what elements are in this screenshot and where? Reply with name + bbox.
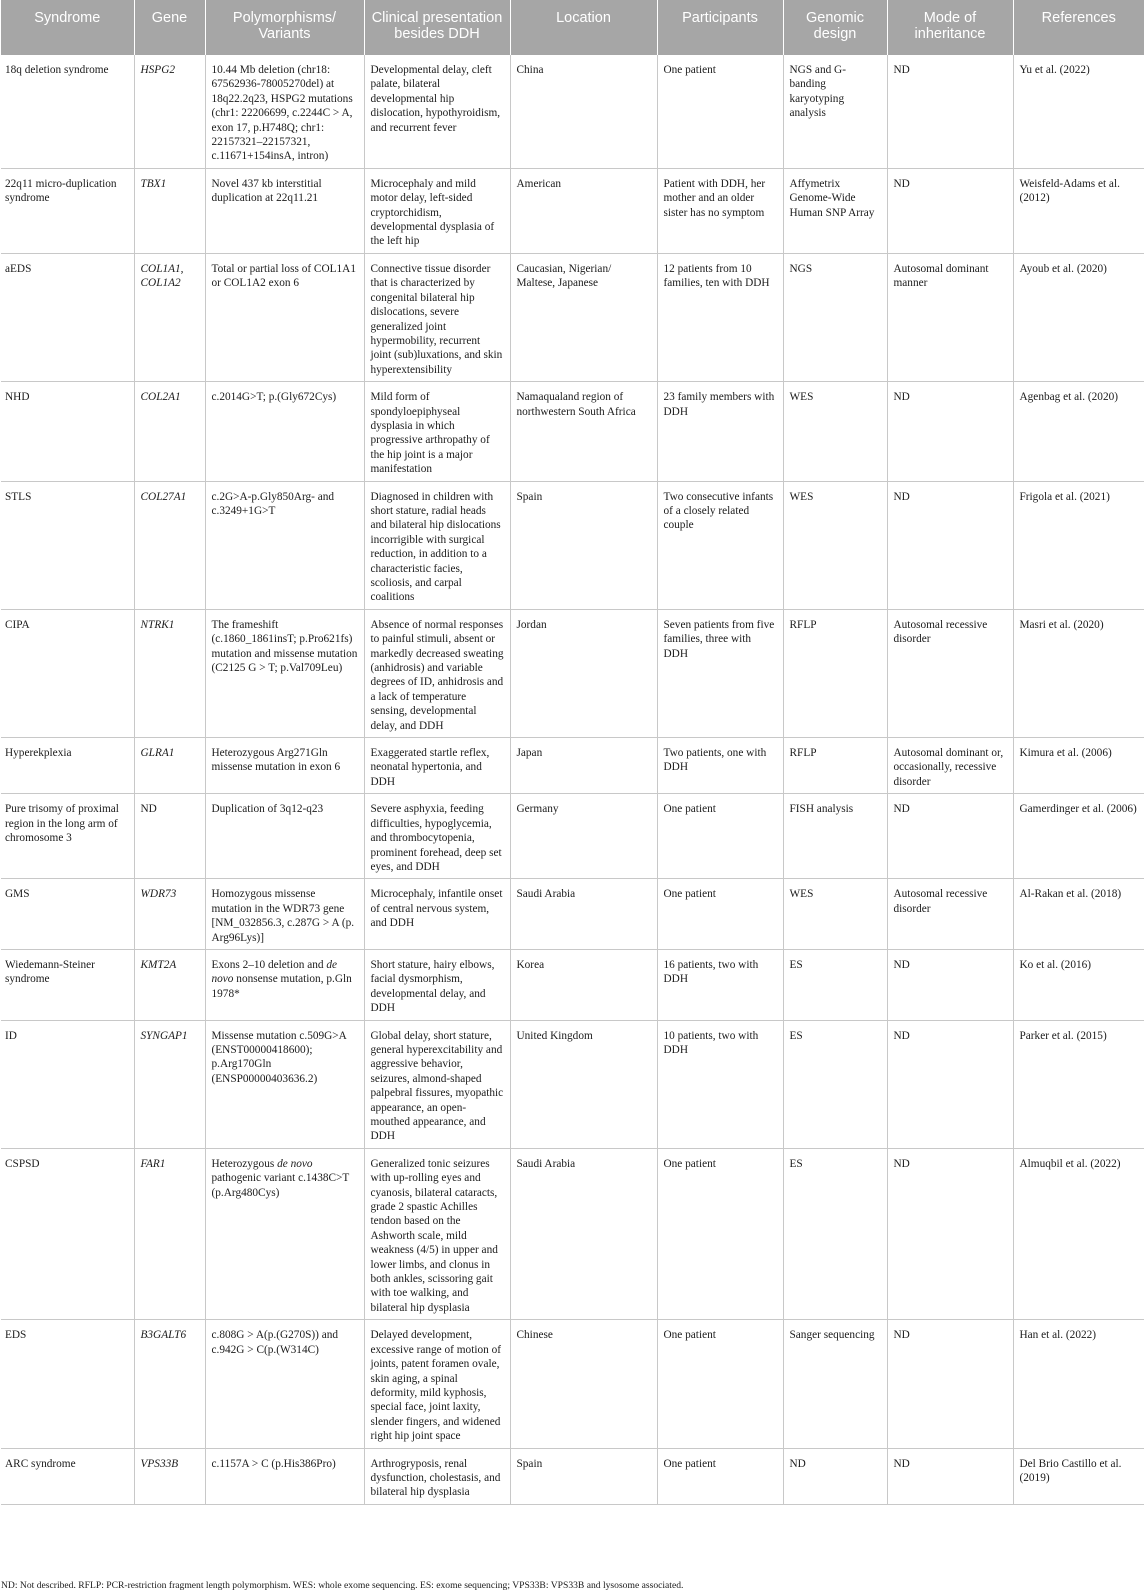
participants-cell: 12 patients from 10 families, ten with DDH <box>657 253 783 381</box>
variants-cell: c.808G > A(p.(G270S)) and c.942G > C(p.(W314C) <box>205 1320 364 1448</box>
table-row <box>1 949 1144 1020</box>
clinical-cell: Severe asphyxia, feeding difficulties, hypoglycemia, and thrombocytopenia, prominent forehead, deep set eyes, and DDH <box>364 794 510 879</box>
references-cell: Agenbag et al. (2020) <box>1013 382 1144 481</box>
location-cell: Saudi Arabia <box>510 879 657 950</box>
references-cell: Parker et al. (2015) <box>1013 1020 1144 1148</box>
location-cell: Spain <box>510 1448 657 1504</box>
participants-cell: Seven patients from five families, three with DDH <box>657 609 783 737</box>
italic-term: de novo <box>277 1157 313 1170</box>
column-header-4: Location <box>510 0 657 55</box>
design-cell: ND <box>783 1448 887 1504</box>
design-cell: Sanger sequencing <box>783 1320 887 1448</box>
clinical-cell: Absence of normal responses to painful stimuli, absent or markedly decreased sweating (anhidrosis) and variable degrees of ID, anhidrosis and a lack of temperature sensing, developmental delay, and DDH <box>364 609 510 737</box>
location-cell: Saudi Arabia <box>510 1148 657 1319</box>
inheritance-cell: Autosomal recessive disorder <box>887 609 1013 737</box>
location-cell: Jordan <box>510 609 657 737</box>
variants-cell: c.2G>A-p.Gly850Arg- and c.3249+1G>T <box>205 481 364 609</box>
references-cell: Han et al. (2022) <box>1013 1320 1144 1448</box>
variant-text: nonsense mutation, p.Gln 1978* <box>211 973 352 1000</box>
clinical-cell: Developmental delay, cleft palate, bilateral developmental hip dislocation, hypothyroidism, and recurrent fever <box>364 55 510 168</box>
gene-cell: SYNGAP1 <box>134 1020 205 1148</box>
clinical-cell: Arthrogryposis, renal dysfunction, cholestasis, and bilateral hip dysplasia <box>364 1448 510 1504</box>
location-cell: American <box>510 168 657 253</box>
references-cell: Kimura et al. (2006) <box>1013 738 1144 794</box>
table-row <box>1 879 1144 950</box>
participants-cell: 16 patients, two with DDH <box>657 949 783 1020</box>
participants-cell: Two patients, one with DDH <box>657 738 783 794</box>
variants-cell: Novel 437 kb interstitial duplication at 22q11.21 <box>205 168 364 253</box>
location-cell: Chinese <box>510 1320 657 1448</box>
inheritance-cell: ND <box>887 1448 1013 1504</box>
location-cell: China <box>510 55 657 168</box>
table-row <box>1 1320 1144 1448</box>
design-cell: NGS and G-banding karyotyping analysis <box>783 55 887 168</box>
participants-cell: One patient <box>657 55 783 168</box>
location-cell: Spain <box>510 481 657 609</box>
clinical-cell: Diagnosed in children with short stature, radial heads and bilateral hip dislocations incorrigible with surgical reduction, in addition to a characteristic facies, scoliosis, and carpal coalitions <box>364 481 510 609</box>
variant-text: Heterozygous <box>211 1157 278 1170</box>
variants-cell: Homozygous missense mutation in the WDR73 gene [NM_032856.3, c.287G > A (p. Arg96Lys)] <box>205 879 364 950</box>
inheritance-cell: Autosomal dominant manner <box>887 253 1013 381</box>
clinical-cell: Microcephaly, infantile onset of central nervous system, and DDH <box>364 879 510 950</box>
inheritance-cell: ND <box>887 1320 1013 1448</box>
gene-cell: HSPG2 <box>134 55 205 168</box>
syndrome-cell: 22q11 micro-duplication syndrome <box>1 168 134 253</box>
gene-cell: COL27A1 <box>134 481 205 609</box>
header-row <box>1 0 1144 55</box>
syndrome-table <box>1 0 1144 1505</box>
references-cell: Weisfeld-Adams et al. (2012) <box>1013 168 1144 253</box>
variants-cell: 10.44 Mb deletion (chr18: 67562936-78005270del) at 18q22.2q23, HSPG2 mutations (chr1: 22206699, c.2244C > A, exon 17, p.H748Q; chr1: 22157321–22157321, c.11671+154insA, intron) <box>205 55 364 168</box>
column-header-1: Gene <box>134 0 205 55</box>
references-cell: Masri et al. (2020) <box>1013 609 1144 737</box>
table-row <box>1 1148 1144 1319</box>
gene-cell: TBX1 <box>134 168 205 253</box>
inheritance-cell: ND <box>887 382 1013 481</box>
gene-cell: ND <box>134 794 205 879</box>
gene-cell: KMT2A <box>134 949 205 1020</box>
references-cell: Gamerdinger et al. (2006) <box>1013 794 1144 879</box>
clinical-cell: Delayed development, excessive range of motion of joints, patent foramen ovale, skin aging, a spinal deformity, mild kyphosis, special face, joint laxity, slender fingers, and widened right hip joint space <box>364 1320 510 1448</box>
variant-text: pathogenic variant c.1438C>T (p.Arg480Cys) <box>211 1172 350 1199</box>
inheritance-cell: ND <box>887 794 1013 879</box>
clinical-cell: Short stature, hairy elbows, facial dysmorphism, developmental delay, and DDH <box>364 949 510 1020</box>
inheritance-cell: ND <box>887 481 1013 609</box>
participants-cell: One patient <box>657 1448 783 1504</box>
column-header-7: Mode of inheritance <box>887 0 1013 55</box>
syndrome-cell: CSPSD <box>1 1148 134 1319</box>
design-cell: WES <box>783 382 887 481</box>
gene-cell: GLRA1 <box>134 738 205 794</box>
participants-cell: Two consecutive infants of a closely related couple <box>657 481 783 609</box>
design-cell: WES <box>783 879 887 950</box>
inheritance-cell: ND <box>887 949 1013 1020</box>
table-row <box>1 1020 1144 1148</box>
variants-cell: c.2014G>T; p.(Gly672Cys) <box>205 382 364 481</box>
design-cell: RFLP <box>783 609 887 737</box>
clinical-cell: Microcephaly and mild motor delay, left-sided cryptorchidism, developmental dysplasia of the left hip <box>364 168 510 253</box>
variants-cell: c.1157A > C (p.His386Pro) <box>205 1448 364 1504</box>
gene-cell: B3GALT6 <box>134 1320 205 1448</box>
gene-cell: VPS33B <box>134 1448 205 1504</box>
design-cell: FISH analysis <box>783 794 887 879</box>
references-cell: Yu et al. (2022) <box>1013 55 1144 168</box>
syndrome-cell: NHD <box>1 382 134 481</box>
column-header-5: Participants <box>657 0 783 55</box>
gene-cell: COL1A1, COL1A2 <box>134 253 205 381</box>
syndrome-cell: 18q deletion syndrome <box>1 55 134 168</box>
column-header-8: References <box>1013 0 1144 55</box>
clinical-cell: Exaggerated startle reflex, neonatal hypertonia, and DDH <box>364 738 510 794</box>
table-body <box>1 55 1144 1504</box>
variants-cell <box>205 1148 364 1319</box>
design-cell: Affymetrix Genome-Wide Human SNP Array <box>783 168 887 253</box>
syndrome-cell: CIPA <box>1 609 134 737</box>
references-cell: Frigola et al. (2021) <box>1013 481 1144 609</box>
references-cell: Almuqbil et al. (2022) <box>1013 1148 1144 1319</box>
location-cell: Germany <box>510 794 657 879</box>
design-cell: NGS <box>783 253 887 381</box>
column-header-2: Polymorphisms/ Variants <box>205 0 364 55</box>
column-header-6: Genomic design <box>783 0 887 55</box>
table-row <box>1 253 1144 381</box>
participants-cell: 23 family members with DDH <box>657 382 783 481</box>
gene-cell: NTRK1 <box>134 609 205 737</box>
references-cell: Del Brio Castillo et al. (2019) <box>1013 1448 1144 1504</box>
syndrome-cell: Pure trisomy of proximal region in the long arm of chromosome 3 <box>1 794 134 879</box>
syndrome-cell: STLS <box>1 481 134 609</box>
table-row <box>1 794 1144 879</box>
inheritance-cell: ND <box>887 168 1013 253</box>
references-cell: Ko et al. (2016) <box>1013 949 1144 1020</box>
design-cell: WES <box>783 481 887 609</box>
clinical-cell: Generalized tonic seizures with up-rolling eyes and cyanosis, bilateral cataracts, grade 2 spastic Achilles tendon based on the Ashworth scale, mild weakness (4/5) in upper and lower limbs, and clonus in both ankles, scissoring gait with toe walking, and bilateral hip dysplasia <box>364 1148 510 1319</box>
location-cell: Caucasian, Nigerian/ Maltese, Japanese <box>510 253 657 381</box>
clinical-cell: Mild form of spondyloepiphyseal dysplasia in which progressive arthropathy of the hip joint is a major manifestation <box>364 382 510 481</box>
design-cell: RFLP <box>783 738 887 794</box>
syndrome-cell: Wiedemann-Steiner syndrome <box>1 949 134 1020</box>
variants-cell: Duplication of 3q12-q23 <box>205 794 364 879</box>
gene-cell: WDR73 <box>134 879 205 950</box>
table-row <box>1 168 1144 253</box>
variants-cell: Missense mutation c.509G>A (ENST00000418600); p.Arg170Gln (ENSP00000403636.2) <box>205 1020 364 1148</box>
participants-cell: Patient with DDH, her mother and an older sister has no symptom <box>657 168 783 253</box>
italic-term: de novo <box>211 958 338 986</box>
location-cell: Korea <box>510 949 657 1020</box>
inheritance-cell: Autosomal recessive disorder <box>887 879 1013 950</box>
syndrome-cell: Hyperekplexia <box>1 738 134 794</box>
location-cell: Japan <box>510 738 657 794</box>
design-cell: ES <box>783 1148 887 1319</box>
variants-cell <box>205 949 364 1020</box>
participants-cell: One patient <box>657 794 783 879</box>
references-cell: Al-Rakan et al. (2018) <box>1013 879 1144 950</box>
gene-cell: COL2A1 <box>134 382 205 481</box>
syndrome-cell: GMS <box>1 879 134 950</box>
variants-cell: Heterozygous Arg271Gln missense mutation in exon 6 <box>205 738 364 794</box>
clinical-cell: Connective tissue disorder that is characterized by congenital bilateral hip dislocations, severe generalized joint hypermobility, recurrent joint (sub)luxations, and skin hyperextensibility <box>364 253 510 381</box>
clinical-cell: Global delay, short stature, general hyperexcitability and aggressive behavior, seizures, almond-shaped palpebral fissures, myopathic appearance, an open-mouthed appearance, and DDH <box>364 1020 510 1148</box>
inheritance-cell: ND <box>887 55 1013 168</box>
participants-cell: One patient <box>657 1320 783 1448</box>
gene-cell: FAR1 <box>134 1148 205 1319</box>
table-header <box>1 0 1144 55</box>
design-cell: ES <box>783 949 887 1020</box>
column-header-3: Clinical presentation besides DDH <box>364 0 510 55</box>
participants-cell: 10 patients, two with DDH <box>657 1020 783 1148</box>
table-row <box>1 55 1144 168</box>
references-cell: Ayoub et al. (2020) <box>1013 253 1144 381</box>
column-header-0: Syndrome <box>1 0 134 55</box>
location-cell: United Kingdom <box>510 1020 657 1148</box>
syndrome-cell: EDS <box>1 1320 134 1448</box>
design-cell: ES <box>783 1020 887 1148</box>
table-row <box>1 1448 1144 1504</box>
inheritance-cell: Autosomal dominant or, occasionally, recessive disorder <box>887 738 1013 794</box>
table-row <box>1 609 1144 737</box>
table-row <box>1 738 1144 794</box>
table-footnote: ND: Not described. RFLP: PCR-restriction fragment length polymorphism. WES: whole exome sequencing. ES: exome sequencing; VPS33B: VPS33B and lysosome associated. <box>1 1580 684 1591</box>
table-row <box>1 382 1144 481</box>
variants-cell: Total or partial loss of COL1A1 or COL1A2 exon 6 <box>205 253 364 381</box>
participants-cell: One patient <box>657 1148 783 1319</box>
location-cell: Namaqualand region of northwestern South Africa <box>510 382 657 481</box>
table-row <box>1 481 1144 609</box>
syndrome-cell: ID <box>1 1020 134 1148</box>
syndrome-cell: ARC syndrome <box>1 1448 134 1504</box>
participants-cell: One patient <box>657 879 783 950</box>
inheritance-cell: ND <box>887 1148 1013 1319</box>
inheritance-cell: ND <box>887 1020 1013 1148</box>
syndrome-cell: aEDS <box>1 253 134 381</box>
variant-text: Exons 2–10 deletion and <box>211 958 327 971</box>
variants-cell: The frameshift (c.1860_1861insT; p.Pro621fs) mutation and missense mutation (C2125 G > T; p.Val709Leu) <box>205 609 364 737</box>
